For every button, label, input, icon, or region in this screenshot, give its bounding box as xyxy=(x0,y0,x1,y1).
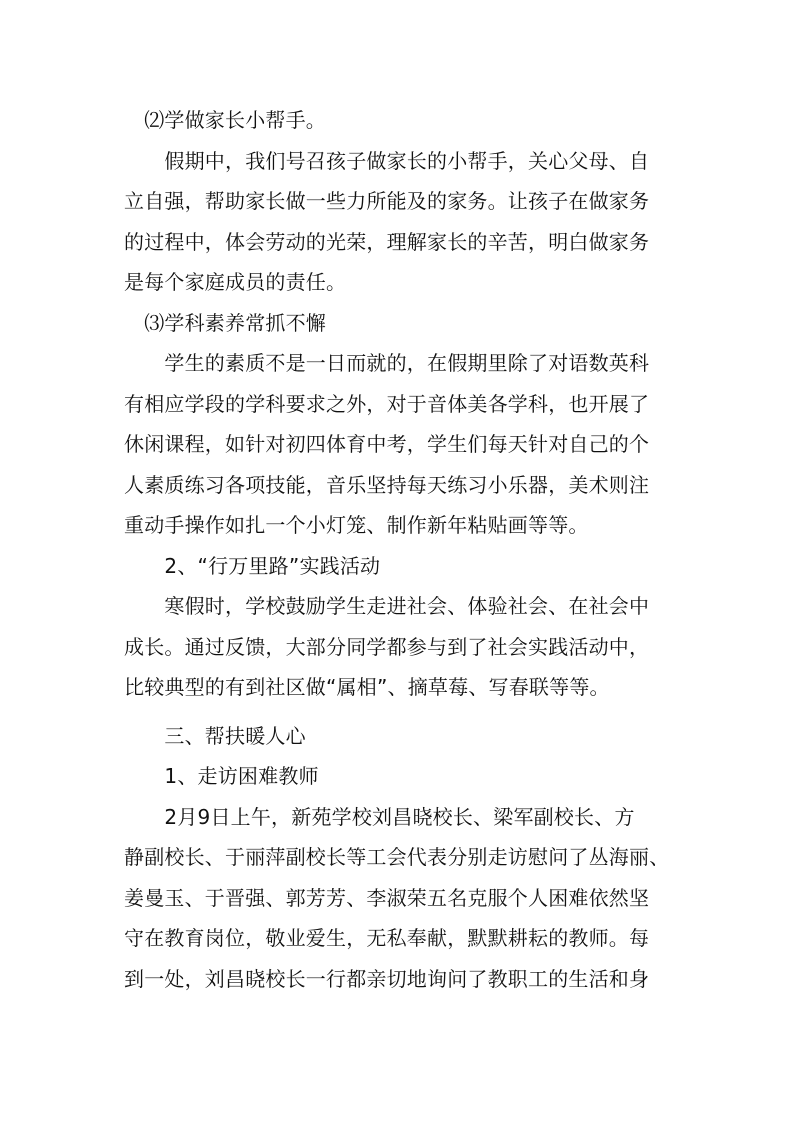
paragraph-line: 假期中，我们号召孩子做家长的小帮手，关心父母、自 xyxy=(124,148,650,173)
paragraph-line: 重动手操作如扎一个小灯笼、制作新年粘贴画等等。 xyxy=(124,513,589,537)
paragraph-line: 学生的素质不是一日而就的，在假期里除了对语数英科 xyxy=(124,351,650,375)
subheading-practice: 2、“行万里路”实践活动 xyxy=(124,553,381,578)
paragraph-line: 立自强，帮助家长做一些力所能及的家务。让孩子在做家务 xyxy=(124,189,650,213)
paragraph-line: 成长。通过反馈，大部分同学都参与到了社会实践活动中， xyxy=(124,634,650,659)
paragraph-line: 到一处，刘昌晓校长一行都亲切地询问了教职工的生活和身 xyxy=(124,966,650,991)
paragraph-line: 有相应学段的学科要求之外，对于音体美各学科，也开展了 xyxy=(124,391,650,416)
subheading-visit: 1、走访困难教师 xyxy=(124,764,319,788)
paragraph-line: 守在教育岗位，敬业爱生，无私奉献，默默耕耘的教师。每 xyxy=(124,926,650,950)
paragraph-line: 是每个家庭成员的责任。 xyxy=(124,270,347,294)
section-heading: 三、帮扶暖人心 xyxy=(124,723,306,748)
paragraph-line: 姜曼玉、于晋强、郭芳芳、李淑荣五名克服个人困难依然坚 xyxy=(124,885,650,910)
paragraph-line: 2月9日上午，新苑学校刘昌晓校长、梁军副校长、方 xyxy=(124,804,635,829)
subheading-helper: ⑵学做家长小帮手。 xyxy=(124,108,326,132)
document-body xyxy=(124,100,676,999)
subheading-literacy: ⑶学科素养常抓不懈 xyxy=(124,310,326,335)
paragraph-line: 人素质练习各项技能，音乐坚持每天练习小乐器，美术则注 xyxy=(124,472,650,497)
paragraph-line: 休闲课程，如针对初四体育中考，学生们每天针对自己的个 xyxy=(124,432,650,456)
section-spacer xyxy=(124,708,676,716)
paragraph-line: 寒假时，学校鼓励学生走进社会、体验社会、在社会中 xyxy=(124,594,650,618)
paragraph-line: 静副校长、于丽萍副校长等工会代表分别走访慰问了丛海丽、 xyxy=(124,845,670,869)
paragraph-line: 比较典型的有到社区做“属相”、摘草莓、写春联等等。 xyxy=(124,675,610,699)
paragraph-line: 的过程中，体会劳动的光荣，理解家长的辛苦，明白做家务 xyxy=(124,229,650,254)
